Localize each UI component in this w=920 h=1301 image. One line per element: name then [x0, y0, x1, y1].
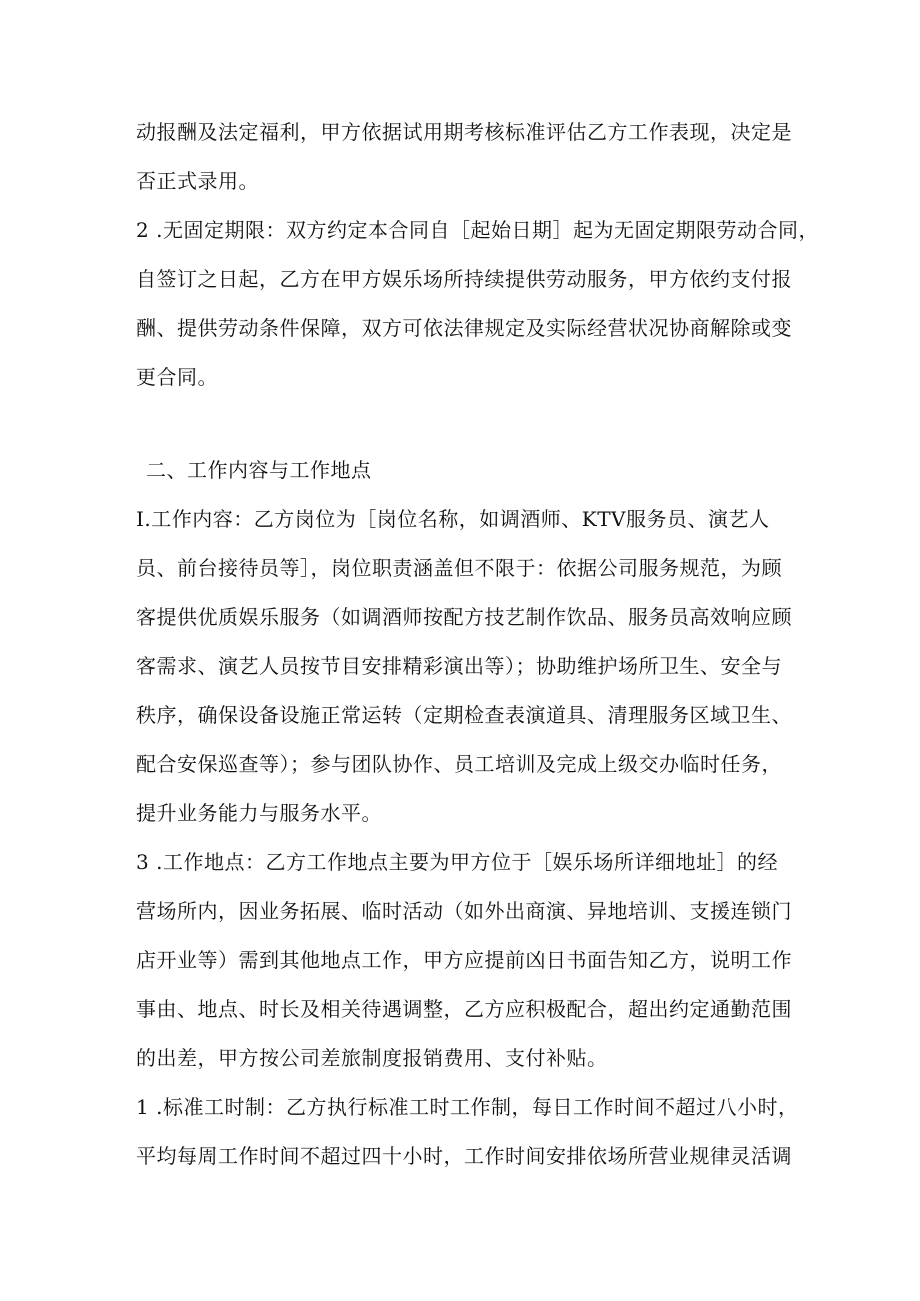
text-line: 动报酬及法定福利，甲方依据试用期考核标准评估乙方工作表现，决定是: [136, 120, 792, 144]
text-line: 否正式录用。: [136, 169, 259, 193]
text-line: 的出差，甲方按公司差旅制度报销费用、支付补贴。: [136, 1046, 608, 1070]
text-line: 配合安保巡查等）；参与团队协作、员工培训及完成上级交办临时任务，: [136, 752, 782, 776]
text-line: 客需求、演艺人员按节目安排精彩演出等）；协助维护场所卫生、安全与: [136, 654, 782, 678]
text-line: 营场所内，因业务拓展、临时活动（如外出商演、异地培训、支援连锁门: [136, 899, 792, 923]
text-line: 平均每周工作时间不超过四十小时，工作时间安排依场所营业规律灵活调: [136, 1144, 792, 1168]
text-line: 店开业等）需到其他地点工作，甲方应提前凶日书面告知乙方，说明工作: [136, 948, 792, 972]
text-line: 员、前台接待员等］，岗位职责涵盖但不限于：依据公司服务规范，为顾: [136, 556, 782, 580]
text-line: 3 .工作地点：乙方工作地点主要为甲方位于［娱乐场所详细地址］的经: [136, 850, 778, 874]
text-line: I.工作内容：乙方岗位为［岗位名称，如调酒师、KTV服务员、演艺人: [136, 507, 770, 531]
text-line: 事由、地点、时长及相关待遇调整，乙方应积极配合，超出约定通勤范围: [136, 997, 792, 1021]
text-line: 秩序，确保设备设施正常运转（定期检查表演道具、清理服务区域卫生、: [136, 703, 792, 727]
section-heading: 二、工作内容与工作地点: [146, 458, 372, 482]
text-line: 更合同。: [136, 365, 218, 389]
text-line: 自签订之日起，乙方在甲方娱乐场所持续提供劳动服务，甲方依约支付报: [136, 267, 792, 291]
text-line: 酬、提供劳动条件保障，双方可依法律规定及实际经营状况协商解除或变: [136, 316, 792, 340]
text-line: 客提供优质娱乐服务（如调酒师按配方技艺制作饮品、服务员高效响应顾: [136, 605, 792, 629]
text-line: 1 .标准工时制：乙方执行标准工时工作制，每日工作时间不超过八小时，: [136, 1095, 799, 1119]
text-line: 提升业务能力与服务水平。: [136, 801, 382, 825]
text-line: 2 .无固定期限：双方约定本合同自［起始日期］起为无固定期限劳动合同，: [136, 218, 819, 242]
